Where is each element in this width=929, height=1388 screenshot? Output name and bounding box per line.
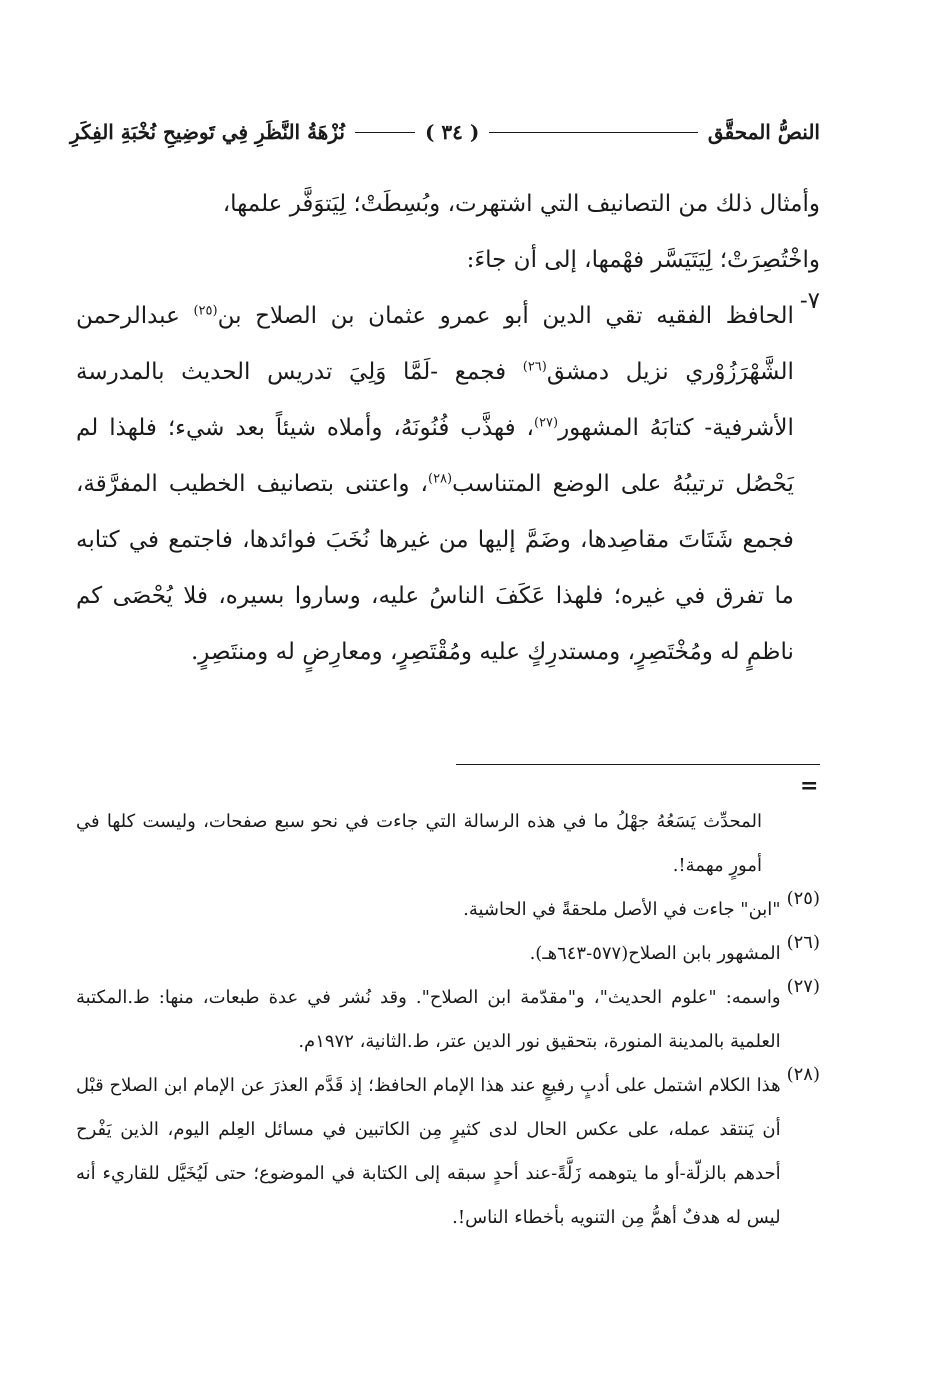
header-rule-right <box>489 132 698 133</box>
footnote-number: (٢٦) <box>786 932 820 953</box>
item-text-1: الحافظ الفقيه تقي الدين أبو عمرو عثمان بن الصلاح بن <box>217 303 794 329</box>
footnote-continuation: المحدِّث يَسَعُهُ جهْلُ ما في هذه الرسالة التي جاءت في نحو سبع صفحات، وليست كلها في أمورٍ مهمة!. <box>76 811 762 876</box>
main-text <box>76 176 820 680</box>
footnote-ref-27: (٢٧) <box>533 415 559 431</box>
item-text-5: ، واعتنى بتصانيف الخطيب المفرَّقة، فجمع شَتَاتَ مقاصِدها، وضَمَّ إليها من غيرها نُخَبَ فوائدها، فاجتمع في كتابه ما تفرق في غيره؛ فلهذا عَكَفَ الناسُ عليه، وساروا بسيره، فلا يُحْصَى كم ناظمٍ له ومُخْتَصِرٍ، ومستدرِكٍ عليه ومُقْتَصِرٍ، ومعارِضٍ له ومنتَصِرٍ. <box>76 471 794 665</box>
footnote-separator <box>456 764 820 765</box>
footnote-text: واسمه: "علوم الحديث"، و"مقدّمة ابن الصلاح". وقد نُشر في عدة طبعات، منها: ط.المكتبة العلمية بالمدينة المنورة، بتحقيق نور الدين عتر، ط.الثانية، ١٩٧٢م. <box>76 987 781 1052</box>
footnote-text: "ابن" جاءت في الأصل ملحقةً في الحاشية. <box>463 899 781 920</box>
footnote-text: هذا الكلام اشتمل على أدبٍ رفيعٍ عند هذا الإمام الحافظ؛ إذ قَدَّم العذرَ عن الإمام ابن الصلاح قبْل أن يَنتقد عمله، على عكس الحال لدى كثيرٍ مِن الكاتبين في مسائل العِلم اليوم، الذين يَفْرح أحدهم بالزلّة-أو ما يتوهمه زَلَّةً-عند أحدٍ سبقه إلى الكتابة في الموضوع؛ حتى لَيُخَيَّل للقاريء أنه ليس له هدفٌ أهمُّ مِن التنويه بأخطاء الناس!. <box>76 1075 781 1228</box>
numbered-item-7 <box>76 288 820 680</box>
item-number: ٧- <box>799 288 820 314</box>
footnote-number: (٢٧) <box>786 976 820 997</box>
footnote-number: (٢٥) <box>786 888 820 909</box>
header-rule-left <box>355 132 415 133</box>
section-title: النصُّ المحقَّق <box>707 120 820 144</box>
continuation-marker: = <box>800 773 819 799</box>
item-text-4: ، فهذَّب فُنُونَهُ، وأملاه شيئاً بعد شيء؛ فلهذا لم يَحْصُل ترتيبُهُ على الوضع المتناسب <box>76 415 794 497</box>
item-text-3: فجمع -لَمَّا وَلِيَ تدريس الحديث بالمدرسة الأشرفية- كتابَهُ المشهور <box>76 359 794 441</box>
footnote-25 <box>76 888 820 932</box>
footnote-ref-25: (٢٥) <box>193 303 218 319</box>
book-title: نُزْهَةُ النَّظَرِ فِي تَوضِيحِ نُخْبَةِ الفِكَرِ <box>70 120 345 144</box>
footnote-ref-28: (٢٨) <box>427 471 453 487</box>
footnote-ref-26: (٢٦) <box>522 359 547 375</box>
footnote-text: المشهور بابن الصلاح(٥٧٧-٦٤٣هـ). <box>529 943 781 964</box>
main-line-2: واخْتُصِرَتْ؛ لِيَتَيَسَّر فهْمها، إلى أن جاءَ: <box>466 247 820 273</box>
footnote-28 <box>76 1064 820 1240</box>
main-line-1: وأمثال ذلك من التصانيف التي اشتهرت، وبُسِطَتْ؛ لِيَتوَفَّر علمها، <box>222 191 820 217</box>
item-body <box>76 288 794 680</box>
footnote-27 <box>76 976 820 1064</box>
footnote-26 <box>76 932 820 976</box>
footnotes <box>76 800 820 1240</box>
item-text-2: عبدالرحمن الشَّهْرَزُوْري نزيل دمشق <box>76 303 794 385</box>
page-number: ( ٣٤ ) <box>424 120 480 144</box>
footnote-number: (٢٨) <box>786 1064 820 1085</box>
running-header <box>70 112 820 152</box>
